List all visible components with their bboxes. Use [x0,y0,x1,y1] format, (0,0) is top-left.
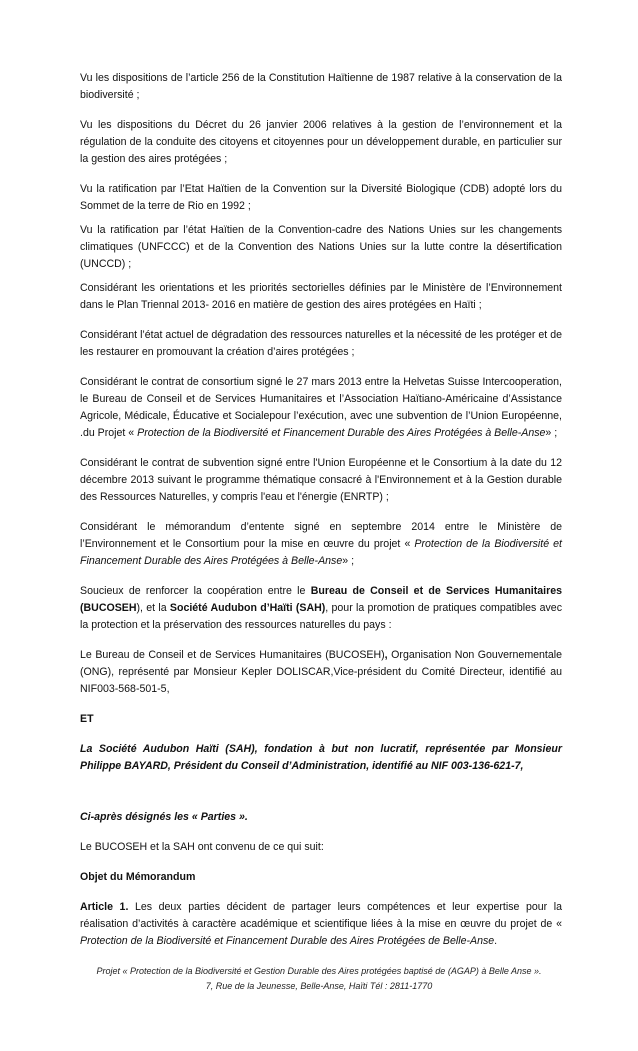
text: » ; [545,427,558,439]
paragraph-consortium [80,374,562,442]
text: , pour la promotion de pratiques compatibles avec la protection et la préservation des ressources naturelles du pays : [80,602,562,631]
paragraph-article-1 [80,899,562,950]
document-body [80,70,562,950]
text: Considérant le contrat de consortium signé le 27 mars 2013 entre la Helvetas Suisse Intercooperation, le Bureau de Conseil et de Services Humanitaires et l’Association Haïtiano-Américaine d’Assistance Agricole, Médicale, Éducative et Socialepour l’exécution, avec une subvention de l’Union Européenne, .du Projet « [80,376,562,439]
paragraph-convenu: Le BUCOSEH et la SAH ont convenu de ce qui suit: [80,841,324,853]
project-title: Protection de la Biodiversité et Financement Durable des Aires Protégées de Belle-Anse [80,935,495,947]
text: , [384,649,388,661]
paragraph-parties: Ci-après désignés les « Parties ». [80,811,248,823]
article-label: Article 1. [80,901,129,913]
org-name: Bureau de Conseil et de Services Humanitaires (BUCOSEH [80,585,563,614]
paragraph-memorandum [80,519,562,570]
paragraph-constitution: Vu les dispositions de l’article 256 de la Constitution Haïtienne de 1987 relative à la conservation de la biodiversité ; [80,72,562,101]
page-footer [60,964,578,994]
text: . [494,935,498,947]
paragraph-cooperation [80,583,562,634]
project-title: Protection de la Biodiversité et Financement Durable des Aires Protégées à Belle-Anse [80,538,562,567]
text: Considérant le mémorandum d’entente signé en septembre 2014 entre le Ministère de l’Environnement et le Consortium pour la mise en œuvre du projet « [80,521,562,550]
project-title: Protection de la Biodiversité et Financement Durable des Aires Protégées à Belle-Anse [137,427,546,439]
paragraph-sah: La Société Audubon Haïti (SAH), fondation à but non lucratif, représentée par Monsieur Philippe BAYARD, Président du Conseil d’Administration, identifié au NIF 003-136-621-7, [80,743,562,772]
footer-project-line: Projet « Protection de la Biodiversité et Gestion Durable des Aires protégées baptisé de (AGAP) à Belle Anse ». [96,966,542,976]
text: Organisation Non Gouvernementale (ONG), représenté par Monsieur Kepler DOLISCAR,Vice-président du Comité Directeur, identifié au NIF003-568-501-5, [80,649,563,695]
paragraph-bucoseh [80,647,562,698]
paragraph-degradation: Considérant l’état actuel de dégradation des ressources naturelles et la nécessité de les protéger et de les restaurer en promouvant la création d’aires protégées ; [80,329,562,358]
footer-address-line: 7, Rue de la Jeunesse, Belle-Anse, Haïti Tél : 2811-1770 [205,981,433,991]
paragraph-decret: Vu les dispositions du Décret du 26 janvier 2006 relatives à la gestion de l’environnement et la régulation de la conduite des citoyens et citoyennes pour un développement durable, en particulier sur la gestion des aires protégées ; [80,119,562,165]
paragraph-et: ET [80,713,94,725]
paragraph-unfccc: Vu la ratification par l’état Haïtien de la Convention-cadre des Nations Unies sur les changements climatiques (UNFCCC) et de la Convention des Nations Unies sur la lutte contre la désertification (UNCCD) ; [80,224,562,270]
paragraph-cdb: Vu la ratification par l’Etat Haïtien de la Convention sur la Diversité Biologique (CDB) adopté lors du Sommet de la terre de Rio en 1992 ; [80,183,562,212]
text: Les deux parties décident de partager leurs compétences et leur expertise pour la réalisation d’activités à caractère académique et scientifique liées à la mise en œuvre du projet de « [80,901,562,930]
paragraph-subvention: Considérant le contrat de subvention signé entre l'Union Européenne et le Consortium à la date du 12 décembre 2013 suivant le programme thématique consacré à l'Environnement et à la Gestion durable des Ressources Naturelles, y compris l'eau et l'énergie (ENRTP) ; [80,457,562,503]
paragraph-plan-triennal: Considérant les orientations et les priorités sectorielles définies par le Ministère de l’Environnement dans le Plan Triennal 2013- 2016 en matière de gestion des aires protégées en Haïti ; [80,282,562,311]
text: Soucieux de renforcer la coopération entre le [80,585,311,597]
section-heading: Objet du Mémorandum [80,871,196,883]
text: ), et la [136,602,170,614]
org-name: Société Audubon d’Haïti (SAH) [169,602,326,614]
text: » ; [342,555,355,567]
text: Le Bureau de Conseil et de Services Humanitaires (BUCOSEH) [80,649,385,661]
